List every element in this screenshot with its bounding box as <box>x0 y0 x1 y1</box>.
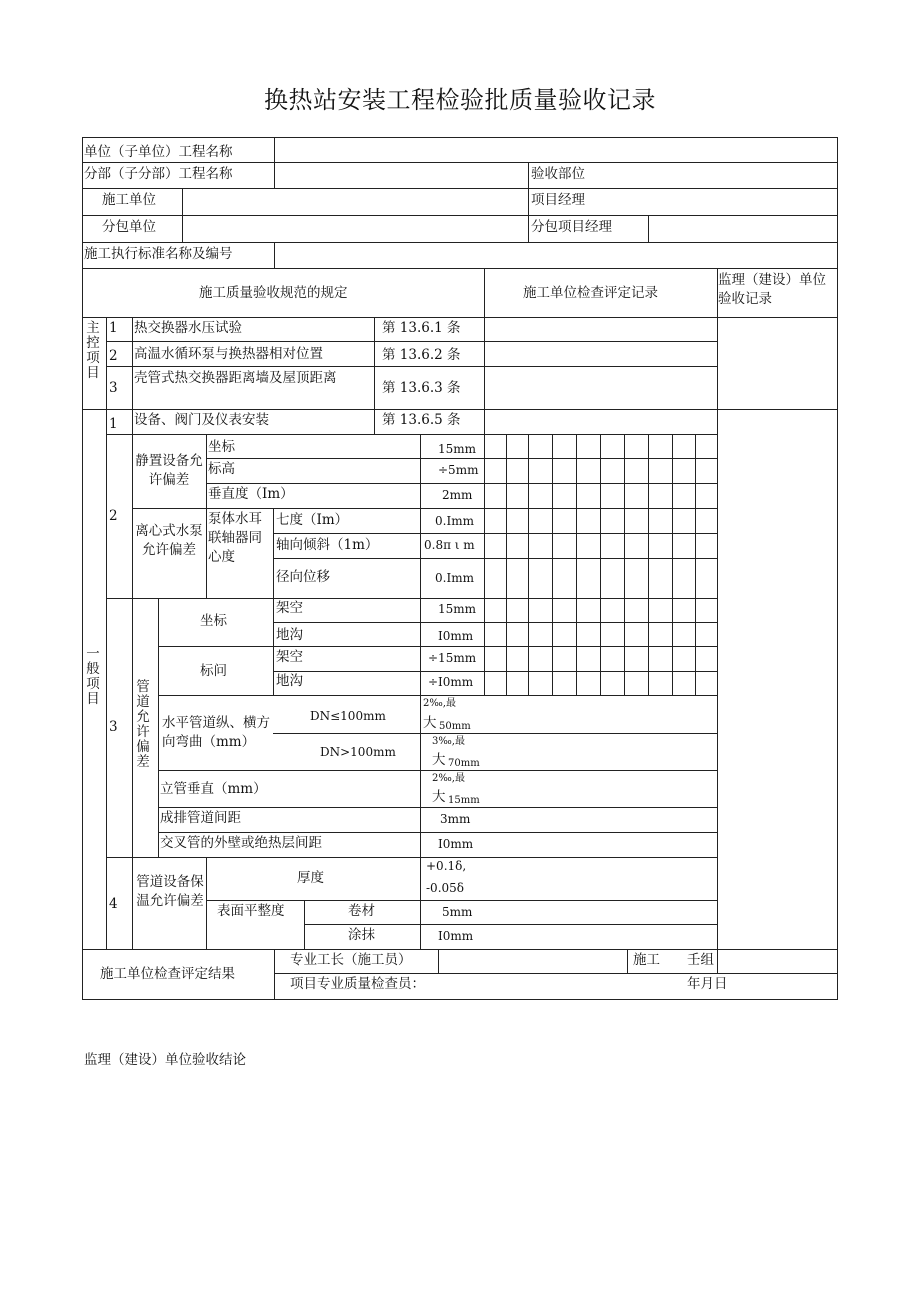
col-supervision: 监理（建设）单位验收记录 <box>718 272 826 307</box>
static-vert: 垂直度（Im） <box>208 486 294 502</box>
record-grid-line <box>576 434 577 598</box>
inspection-record-table <box>82 137 838 1000</box>
record-grid-line <box>695 434 696 598</box>
pipe-group: 管道允许偏差 <box>136 679 150 770</box>
pipe-riser-val-c: 15mm <box>448 795 480 806</box>
pipe-coord-trench-val: I0mm <box>438 629 474 643</box>
result-foreman: 专业工长（施工员） <box>290 952 412 968</box>
main-row-3-clause: 第 13.6.3 条 <box>382 380 461 396</box>
label-project-manager: 项目经理 <box>531 192 585 208</box>
general-row-2-no: 2 <box>109 508 118 524</box>
insul-thickness-val-a: +0.1δ, <box>426 859 467 873</box>
pipe-dn-small-val-c: 50mm <box>439 721 471 732</box>
pipe-elev-trench: 地沟 <box>276 673 303 689</box>
document-title: 换热站安装工程检验批质量验收记录 <box>264 86 656 114</box>
insul-flatness: 表面平整度 <box>217 903 285 919</box>
pump-group: 离心式水泵允许偏差 <box>135 523 203 558</box>
main-row-1-item: 热交换器水压试验 <box>134 320 242 336</box>
main-items-label: 主控项目 <box>86 320 100 381</box>
result-inspector: 项目专业质量检查员： <box>290 976 425 992</box>
pipe-dn-large: DN>100mm <box>320 745 396 759</box>
record-grid-line <box>484 434 485 598</box>
pipe-bend: 水平管道纵、横方向弯曲（mm） <box>162 715 270 750</box>
pipe-elev-aerial: 架空 <box>276 649 303 665</box>
pipe-riser: 立管垂直（mm） <box>160 781 267 797</box>
pipe-riser-val-a: 2‰,最 <box>432 773 465 784</box>
result-team-b: 壬组 <box>687 952 714 968</box>
insul-paint-val: I0mm <box>438 929 474 943</box>
col-construction-check: 施工单位检查评定记录 <box>523 285 658 301</box>
insul-thickness-val-b: -0.05δ <box>426 881 464 895</box>
pump-axial-val: 0.8π ι m <box>424 538 475 552</box>
pipe-spacing-val: 3mm <box>440 812 471 826</box>
result-team-a: 施工 <box>633 952 660 968</box>
pipe-dn-small: DN≤100mm <box>310 709 386 723</box>
record-grid-line <box>600 434 601 598</box>
pipe-elev: 标问 <box>200 663 227 679</box>
static-coord-val: 15mm <box>438 442 477 456</box>
record-grid-line <box>624 598 625 695</box>
pipe-dn-small-val-b: 大 <box>423 715 437 731</box>
pipe-dn-small-val-a: 2‰,最 <box>423 698 456 709</box>
record-grid-line <box>624 434 625 598</box>
pipe-coord-trench: 地沟 <box>276 627 303 643</box>
pipe-riser-val-b: 大 <box>432 789 446 805</box>
general-row-3-no: 3 <box>109 719 118 735</box>
label-inspection-part: 验收部位 <box>531 166 585 182</box>
static-equipment-group: 静置设备允许偏差 <box>135 453 203 488</box>
main-row-2-clause: 第 13.6.2 条 <box>382 347 461 363</box>
pipe-coord: 坐标 <box>200 613 227 629</box>
pipe-elev-trench-val: ÷I0mm <box>428 675 474 689</box>
main-row-3-no: 3 <box>109 380 118 396</box>
record-grid-line <box>672 434 673 598</box>
general-row-1-item: 设备、阀门及仪表安装 <box>134 412 269 428</box>
record-grid-line <box>576 598 577 695</box>
pipe-spacing: 成排管道间距 <box>160 810 241 826</box>
static-elev: 标高 <box>208 461 235 477</box>
pump-radial-val: 0.Imm <box>435 571 474 585</box>
general-row-1-clause: 第 13.6.5 条 <box>382 412 461 428</box>
record-grid-line <box>484 598 485 695</box>
general-items-label: 一般项目 <box>86 646 100 707</box>
pipe-cross-val: I0mm <box>438 837 474 851</box>
label-subcontract-manager: 分包项目经理 <box>531 219 612 235</box>
main-row-1-clause: 第 13.6.1 条 <box>382 320 461 336</box>
result-label: 施工单位检查评定结果 <box>100 966 235 982</box>
main-row-1-no: 1 <box>109 320 118 336</box>
insul-roll-val: 5mm <box>442 905 473 919</box>
pipe-coord-aerial: 架空 <box>276 600 303 616</box>
insulation-group: 管道设备保温允许偏差 <box>136 874 204 909</box>
label-standard: 施工执行标准名称及编号 <box>84 246 233 262</box>
label-construction-unit: 施工单位 <box>102 192 156 208</box>
insul-paint: 涂抹 <box>348 927 375 943</box>
record-grid-line <box>528 598 529 695</box>
static-vert-val: 2mm <box>442 488 473 502</box>
supervision-conclusion: 监理（建设）单位验收结论 <box>84 1052 246 1068</box>
record-grid-line <box>672 598 673 695</box>
static-elev-val: ÷5mm <box>438 463 479 477</box>
record-grid-line <box>528 434 529 598</box>
record-grid-line <box>695 598 696 695</box>
record-grid-line <box>552 434 553 598</box>
pump-axial: 轴向倾斜（1m） <box>276 537 379 553</box>
pipe-elev-aerial-val: ÷15mm <box>428 651 477 665</box>
pump-seven: 七度（Im） <box>276 512 349 528</box>
main-row-2-no: 2 <box>109 348 118 364</box>
general-row-4-no: 4 <box>109 896 118 912</box>
pipe-dn-large-val-c: 70mm <box>448 758 480 769</box>
result-date: 年月日 <box>687 976 728 992</box>
col-spec: 施工质量验收规范的规定 <box>199 285 348 301</box>
record-grid-line <box>648 598 649 695</box>
pipe-dn-large-val-b: 大 <box>432 752 446 768</box>
pipe-dn-large-val-a: 3‰,最 <box>432 736 465 747</box>
label-unit-project: 单位（子单位）工程名称 <box>84 144 233 160</box>
record-grid-line <box>648 434 649 598</box>
pipe-coord-aerial-val: 15mm <box>438 602 477 616</box>
record-grid-line <box>506 598 507 695</box>
insul-roll: 卷材 <box>348 903 375 919</box>
record-grid-line <box>506 434 507 598</box>
record-grid-line <box>600 598 601 695</box>
main-row-2-item: 高温水循环泵与换热器相对位置 <box>134 346 323 362</box>
label-subcontract-unit: 分包单位 <box>102 219 156 235</box>
label-sub-project: 分部（子分部）工程名称 <box>84 166 233 182</box>
insul-thickness: 厚度 <box>297 870 324 886</box>
main-row-3-item: 壳管式热交换器距离墙及屋顶距离 <box>134 370 337 386</box>
pump-seven-val: 0.Imm <box>435 514 474 528</box>
static-coord: 坐标 <box>208 439 235 455</box>
general-row-1-no: 1 <box>109 416 118 432</box>
record-grid-line <box>552 598 553 695</box>
pipe-cross: 交叉管的外壁或绝热层间距 <box>160 835 322 851</box>
pump-radial: 径向位移 <box>276 569 330 585</box>
pump-coupling: 泵体水耳联轴器同心度 <box>208 511 262 565</box>
